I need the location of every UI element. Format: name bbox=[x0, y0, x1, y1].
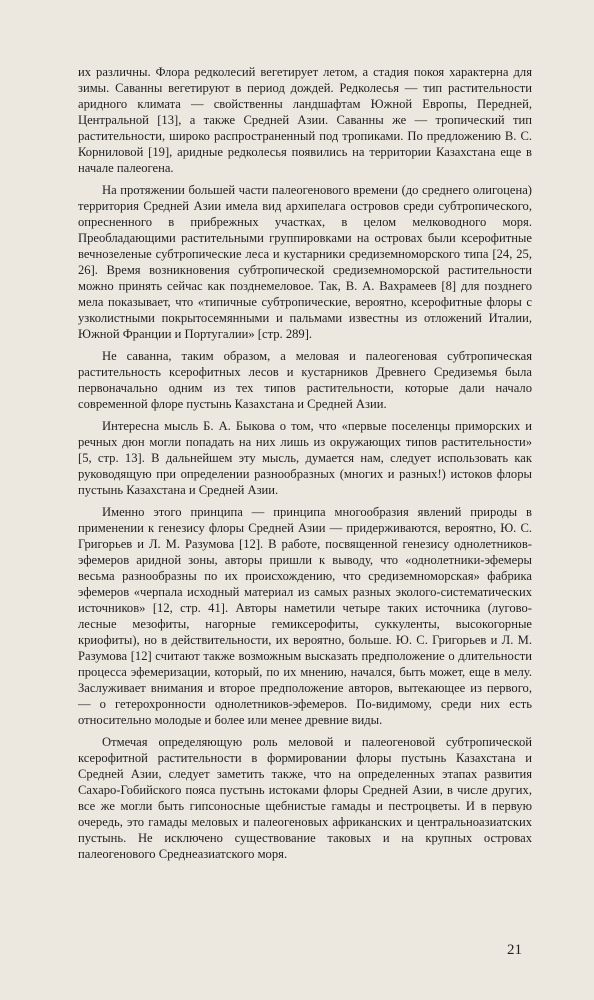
paragraph-4: Интересна мысль Б. А. Быкова о том, что «первые поселенцы приморских и речных дюн могли попадать на них лишь из окружающих типов растительности» [5, стр. 13]. В дальнейшем эту мысль, думается нам, следует использовать как руководящую при определении разнообразных (многих и разных!) истоков флоры пустынь Казахстана и Средней Азии. bbox=[78, 419, 532, 497]
paragraph-3: Не саванна, таким образом, а меловая и палеогеновая субтропическая растительность ксерофитных лесов и кустарников Древнего Средиземья была первоначально одним из тех типов растительности, которые дали начало современной флоре пустынь Казахстана и Средней Азии. bbox=[78, 349, 532, 411]
paragraph-2: На протяжении большей части палеогенового времени (до среднего олигоцена) территория Средней Азии имела вид архипелага островов среди субтропического, опресненного в прибрежных участках, в целом мелководного моря. Преобладающими растительными группировками на островах были ксерофитные вечнозеленые субтропические леса и кустарники средиземноморского типа [24, 25, 26]. Время возникновения субтропической средиземноморской растительности можно принять сейчас как позднемеловое. Так, В. А. Вахрамеев [8] для позднего мела показывает, что «типичные субтропические, вероятно, ксерофитные флоры с узколистными покрытосемянными и пальмами известны из отложений Италии, Южной Франции и Португалии» [стр. 289]. bbox=[78, 183, 532, 341]
paragraph-5: Именно этого принципа — принципа многообразия явлений природы в применении к генезису флоры Средней Азии — придерживаются, вероятно, Ю. С. Григорьев и Л. М. Разумова [12]. В работе, посвященной генезису однолетников-эфемеров аридной зоны, авторы пришли к выводу, что «однолетники-эфемеры весьма разнообразны по их происхождению, что средиземноморская» фабрика эфемеров «черпала исходный материал из самых разных эколого-систематических источников» [12, стр. 41]. Авторы наметили четыре таких источника (лугово-лесные мезофиты, нагорные гемиксерофиты, суккуленты, высокогорные криофиты), но в действительности, их вероятно, больше. Ю. С. Григорьев и Л. М. Разумова [12] считают также возможным высказать предположение о длительности процесса эфемеризации, который, по их мнению, начался, быть может, еще в мелу. Заслуживает внимания и второе предположение авторов, вытекающее из первого, — о гетерохронности однолетников-эфемеров. По-видимому, среди них есть относительно молодые и более или менее древние виды. bbox=[78, 505, 532, 727]
paragraph-1: их различны. Флора редколесий вегетирует летом, а стадия покоя характерна для зимы. Саванны вегетируют в период дождей. Редколесья — тип растительности аридного климата — свойственны ландшафтам Южной Европы, Передней, Центральной [13], а также Средней Азии. Саванны же — тропический тип растительности, широко распространенный под тропиками. По предложению В. С. Корниловой [19], аридные редколесья появились на территории Казахстана еще в начале палеогена. bbox=[78, 65, 532, 175]
page-number: 21 bbox=[507, 942, 522, 958]
paragraph-6: Отмечая определяющую роль меловой и палеогеновой субтропической ксерофитной растительности в формировании флоры пустынь Казахстана и Средней Азии, следует заметить также, что на определенных этапах развития Сахаро-Гобийского пояса пустынь истоками флоры Средней Азии, в числе других, все же могли быть гипсоносные щебнистые гамады и пестроцветы. И в первую очередь, это гамады меловых и палеогеновых африканских и центральноазиатских пустынь. Не исключено существование таковых и на крупных островах палеогенового Среднеазиатского моря. bbox=[78, 735, 532, 861]
